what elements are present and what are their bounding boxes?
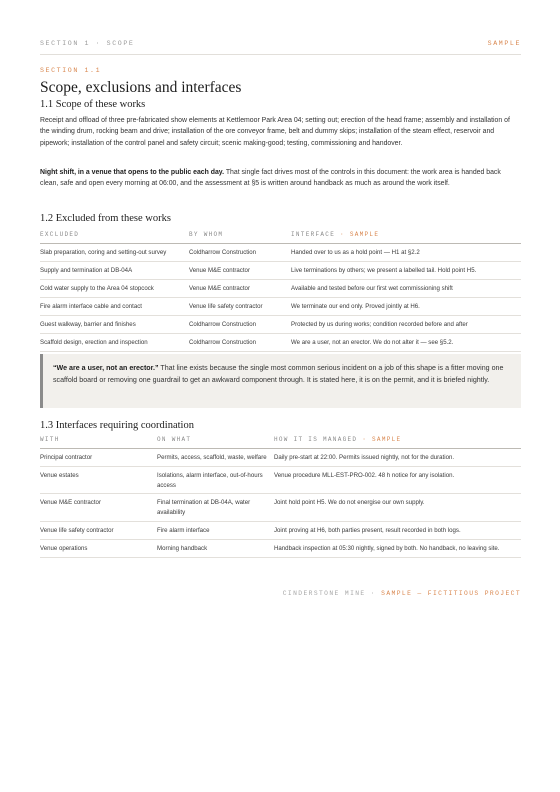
excluded-row-cell: We terminate our end only. Proved jointly at H6. [291,298,521,316]
excluded-row-cell: Handed over to us as a hold point — H1 at §2.2 [291,244,521,262]
night-shift-paragraph [40,167,521,190]
callout-body: That line exists because the single most common serious incident on a job of this shape is a fitter moving one scaffold board or removing one guardrail to get an awkward component through. It is stated here, it is on the permit, and it is briefed nightly. [53,364,504,384]
excluded-row-cell: Coldharrow Construction [189,334,291,352]
excluded-row [40,262,521,280]
excluded-row-cell: Cold water supply to the Area 04 stopcock [40,280,189,298]
col-header-interface: INTERFACE · SAMPLE [291,231,521,244]
col-header-how-managed-label: HOW IT IS MANAGED [274,436,358,443]
page-footer [283,590,521,597]
interface-row [40,449,521,467]
subsection-title-excluded: 1.2 Excluded from these works [40,213,171,224]
interface-row-cell: Venue procedure MLL-EST-PRO-002. 48 h notice for any isolation. [274,466,521,494]
excluded-row [40,298,521,316]
excluded-row [40,334,521,352]
excluded-table-header [40,231,521,244]
excluded-row-cell: Slab preparation, coring and setting-out survey [40,244,189,262]
night-shift-lead: Night shift, in a venue that opens to the public each day. [40,169,225,176]
interface-row-cell: Fire alarm interface [157,521,274,539]
interface-row-cell: Venue operations [40,539,157,557]
col-header-by-whom: BY WHOM [189,231,291,244]
interface-row-cell: Handback inspection at 05:30 nightly, signed by both. No handback, no leaving site. [274,539,521,557]
interface-row-cell: Venue life safety contractor [40,521,157,539]
excluded-row-cell: Scaffold design, erection and inspection [40,334,189,352]
interface-row-cell: Morning handback [157,539,274,557]
excluded-row-cell: Protected by us during works; condition recorded before and after [291,316,521,334]
col-header-how-managed-sample: SAMPLE [372,436,402,443]
running-header-sample: SAMPLE [487,40,521,47]
interface-row-cell: Isolations, alarm interface, out-of-hours access [157,466,274,494]
interface-row-cell: Joint hold point H5. We do not energise our own supply. [274,494,521,522]
section-eyebrow: SECTION 1.1 [40,67,102,74]
excluded-row-cell: Venue life safety contractor [189,298,291,316]
excluded-row-cell: Coldharrow Construction [189,244,291,262]
excluded-row-cell: Supply and termination at DB-04A [40,262,189,280]
col-header-on-what: ON WHAT [157,436,274,449]
excluded-row-cell: Guest walkway, barrier and finishes [40,316,189,334]
col-header-interface-sample: SAMPLE [349,231,380,238]
running-header-section: SECTION 1 · SCOPE [40,40,135,47]
excluded-row-cell: Venue M&E contractor [189,262,291,280]
col-header-with: WITH [40,436,157,449]
interfaces-table-header [40,436,521,449]
interface-row-cell: Venue estates [40,466,157,494]
interface-row-cell: Daily pre-start at 22:00. Permits issued nightly, not for the duration. [274,449,521,467]
excluded-row-cell: Coldharrow Construction [189,316,291,334]
footer-separator: · [365,590,382,597]
interface-row [40,521,521,539]
callout-quote: “We are a user, not an erector.” [53,364,159,372]
excluded-row [40,280,521,298]
running-header [40,40,521,55]
col-header-interface-label: INTERFACE [291,231,336,238]
excluded-table [40,231,521,352]
excluded-row [40,244,521,262]
subsection-title-scope: 1.1 Scope of these works [40,99,146,110]
col-header-how-managed: HOW IT IS MANAGED · SAMPLE [274,436,521,449]
interface-row [40,494,521,522]
col-header-excluded: EXCLUDED [40,231,189,244]
interface-row-cell: Final termination at DB-04A, water availability [157,494,274,522]
excluded-row-cell: Available and tested before our first wet commissioning shift [291,280,521,298]
subsection-title-interfaces: 1.3 Interfaces requiring coordination [40,420,194,431]
footer-sample: SAMPLE — FICTITIOUS PROJECT [381,590,521,597]
interfaces-table [40,436,521,558]
interface-row-cell: Principal contractor [40,449,157,467]
excluded-row-cell: We are a user, not an erector. We do not alter it — see §5.2. [291,334,521,352]
excluded-row-cell: Venue M&E contractor [189,280,291,298]
callout-box [40,354,521,408]
interface-row-cell: Permits, access, scaffold, waste, welfare [157,449,274,467]
page-title: Scope, exclusions and interfaces [40,79,242,96]
excluded-row [40,316,521,334]
interface-row [40,466,521,494]
night-shift-text: That single fact drives most of the controls in this document: the work area is handed back clean, safe and open every morning at 06:00, and the assessment at §5 is written around handback as much as around the work itself. [40,169,501,188]
excluded-row-cell: Live terminations by others; we present a labelled tail. Hold point H5. [291,262,521,280]
interface-row-cell: Venue M&E contractor [40,494,157,522]
callout-text [53,363,513,386]
interface-row [40,539,521,557]
scope-paragraph: Receipt and offload of three pre-fabricated show elements at Kettlemoor Park Area 04; setting out; erection of the head frame; assembly and installation of the winding drum, rocking beam and drive; installation of the ore conveyor frame, belt and dummy skips; installation of the steam effect, reservoir and pipework; installation of the control panel and safety circuit; scenic making-good; testing, commissioning and handover. [40,117,510,147]
footer-project: CINDERSTONE MINE [282,590,366,597]
interface-row-cell: Joint proving at H6, both parties present, result recorded in both logs. [274,521,521,539]
excluded-row-cell: Fire alarm interface cable and contact [40,298,189,316]
